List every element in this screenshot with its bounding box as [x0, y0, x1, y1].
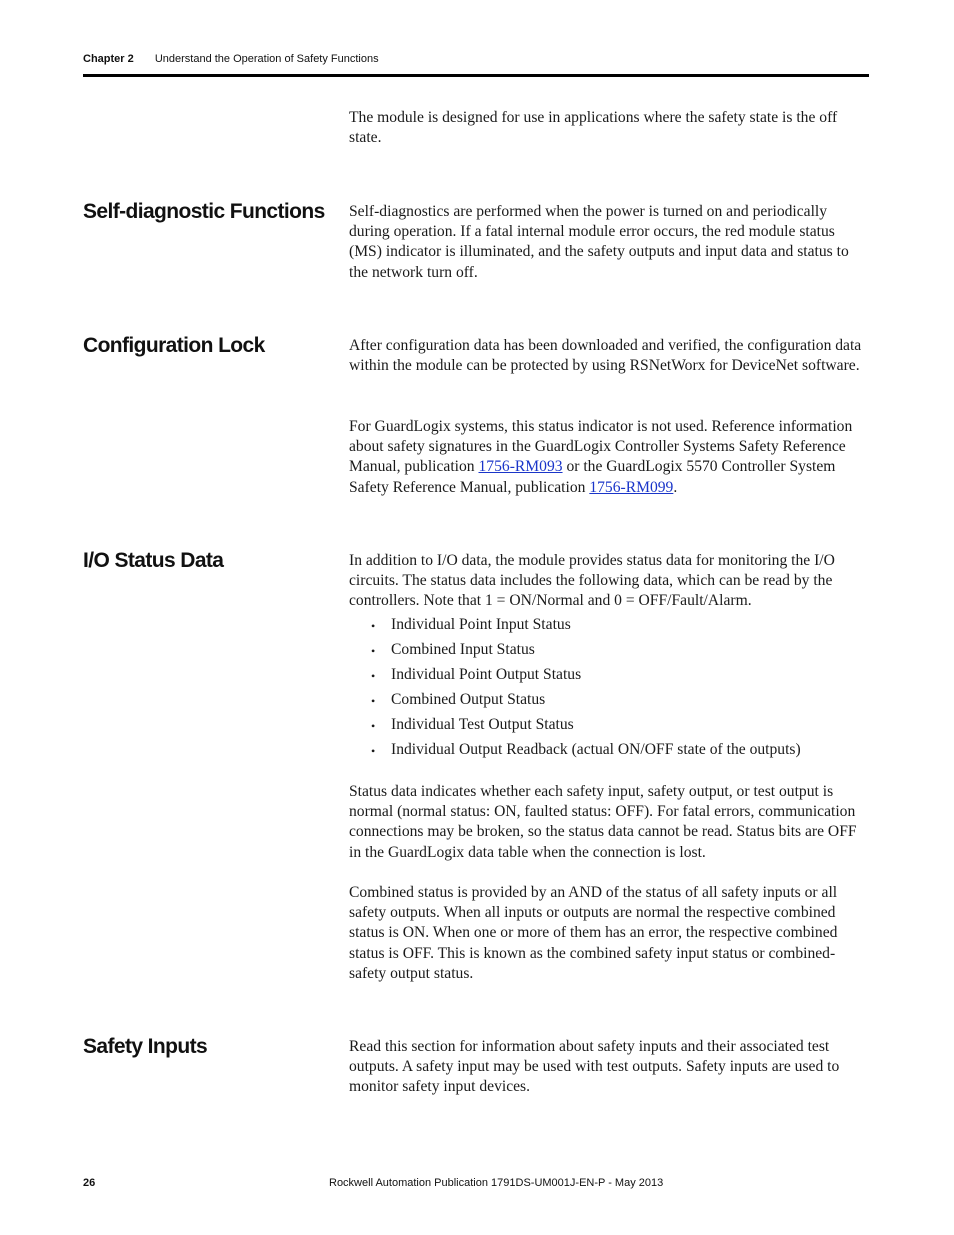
- list-item: • Individual Point Output Status: [349, 665, 869, 690]
- chapter-title: Understand the Operation of Safety Functions: [154, 53, 379, 65]
- intro-paragraph: The module is designed for use in applications where the safety state is the off state.: [349, 109, 838, 147]
- cfg-text-b: or the GuardLogix 5570 Controller System Safety Reference Manual, publication: [349, 458, 836, 496]
- status-bullet-list: [349, 615, 869, 765]
- list-item: • Combined Input Status: [349, 640, 869, 665]
- list-item: • Individual Output Readback (actual ON/OFF state of the outputs): [349, 740, 869, 765]
- self-diagnostic-paragraph: Self-diagnostics are performed when the power is turned on and periodically during operation. If a fatal internal module error occurs, the red module status (MS) indicator is illuminated, and the safety outputs and input data and status to the network turn off.: [349, 203, 849, 281]
- configuration-lock-paragraph-1: After configuration data has been downloaded and verified, the configuration data within the module can be protected by using RSNetWorx for DeviceNet software.: [349, 337, 862, 375]
- heading-self-diagnostic: Self-diagnostic Functions: [83, 200, 325, 223]
- list-item: • Combined Output Status: [349, 690, 869, 715]
- cfg-text-a: For GuardLogix systems, this status indicator is not used. Reference information about safety signatures in the GuardLogix Controller Systems Safety Reference Manual, publication: [349, 418, 853, 476]
- io-status-paragraph-2: Status data indicates whether each safety input, safety output, or test output is normal (normal status: ON, faulted status: OFF). For fatal errors, communication connections may be broken, so the status data cannot be read. Status bits are OFF in the GuardLogix data table when the connection is lost.: [349, 783, 857, 861]
- heading-configuration-lock: Configuration Lock: [83, 334, 265, 357]
- safety-inputs-paragraph: Read this section for information about safety inputs and their associated test outputs. A safety input may be used with test outputs. Safety inputs are used to monitor safety input devices.: [349, 1038, 840, 1096]
- publication-info: Rockwell Automation Publication 1791DS-UM001J-EN-P - May 2013: [329, 1177, 664, 1189]
- link-1756-rm099[interactable]: 1756-RM099: [589, 478, 674, 496]
- heading-safety-inputs: Safety Inputs: [83, 1035, 208, 1058]
- chapter-label: Chapter 2: [83, 53, 134, 65]
- io-status-paragraph-3: Combined status is provided by an AND of the status of all safety inputs or all safety outputs. When all inputs or outputs are normal the respective combined status is ON. When one or more of them has an error, the respective combined status is OFF. This is known as the combined safety input status or combined-safety output status.: [349, 884, 838, 982]
- link-1756-rm093[interactable]: 1756-RM093: [478, 458, 563, 476]
- running-header: [83, 53, 379, 65]
- configuration-lock-paragraph-2: [349, 417, 871, 498]
- cfg-text-c: .: [673, 478, 678, 496]
- heading-io-status-data: I/O Status Data: [83, 549, 224, 572]
- io-status-paragraph-1: In addition to I/O data, the module provides status data for monitoring the I/O circuits. The status data includes the following data, which can be read by the controllers. Note that 1 = ON/Normal and 0 = OFF/Fault/Alarm.: [349, 552, 835, 610]
- page-number: 26: [83, 1177, 96, 1189]
- header-rule: [83, 74, 869, 77]
- list-item: • Individual Test Output Status: [349, 715, 869, 740]
- list-item: • Individual Point Input Status: [349, 615, 869, 640]
